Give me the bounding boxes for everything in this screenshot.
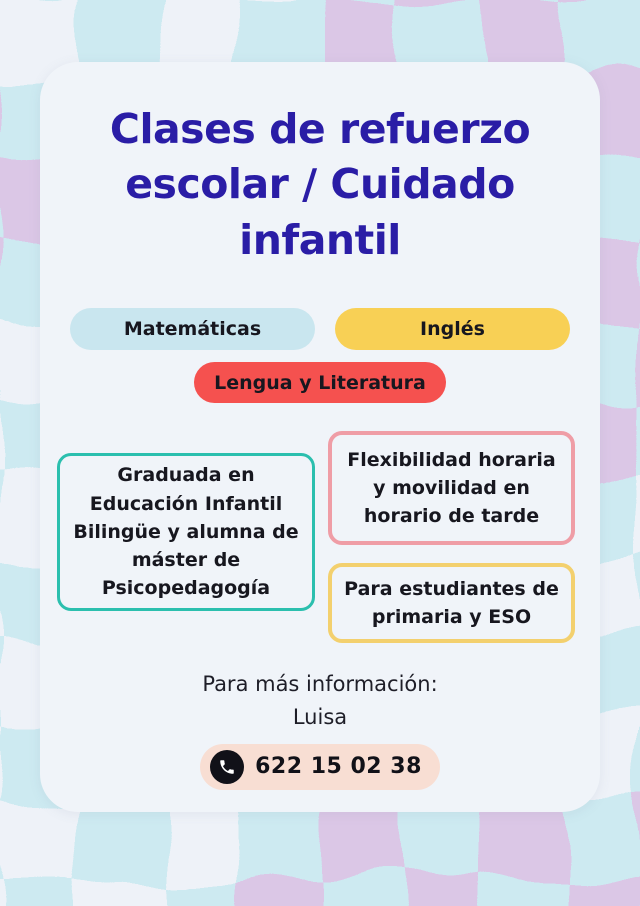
contact-name: Luisa (292, 704, 348, 729)
phone-icon (210, 750, 244, 784)
subject-pills-row-2 (194, 362, 446, 403)
subject-pill-lengua-literatura: Lengua y Literatura (194, 362, 446, 403)
qualifications-box (57, 453, 315, 611)
subject-pills-row-1 (70, 308, 570, 350)
contact-heading: Para más información: (202, 672, 438, 697)
target-students-text: Para estudiantes de primaria y ESO (344, 577, 559, 629)
flexibility-text: Flexibilidad horaria y movilidad en horario de tarde (347, 448, 556, 528)
contact-section (40, 668, 600, 790)
qualifications-text: Graduada en Educación Infantil Bilingüe y alumna de máster de Psicopedagogía (73, 464, 299, 600)
target-students-box (328, 563, 575, 643)
subject-pills (40, 308, 600, 403)
flyer-card (40, 62, 600, 812)
phone-badge (200, 744, 440, 790)
info-boxes (57, 431, 575, 643)
subject-pill-ingles: Inglés (335, 308, 570, 350)
phone-number: 622 15 02 38 (255, 754, 422, 780)
flexibility-box (328, 431, 575, 545)
poster-title: Clases de refuerzo escolar / Cuidado infantil (109, 105, 531, 264)
subject-pill-matematicas: Matemáticas (70, 308, 315, 350)
info-boxes-column (328, 431, 575, 643)
